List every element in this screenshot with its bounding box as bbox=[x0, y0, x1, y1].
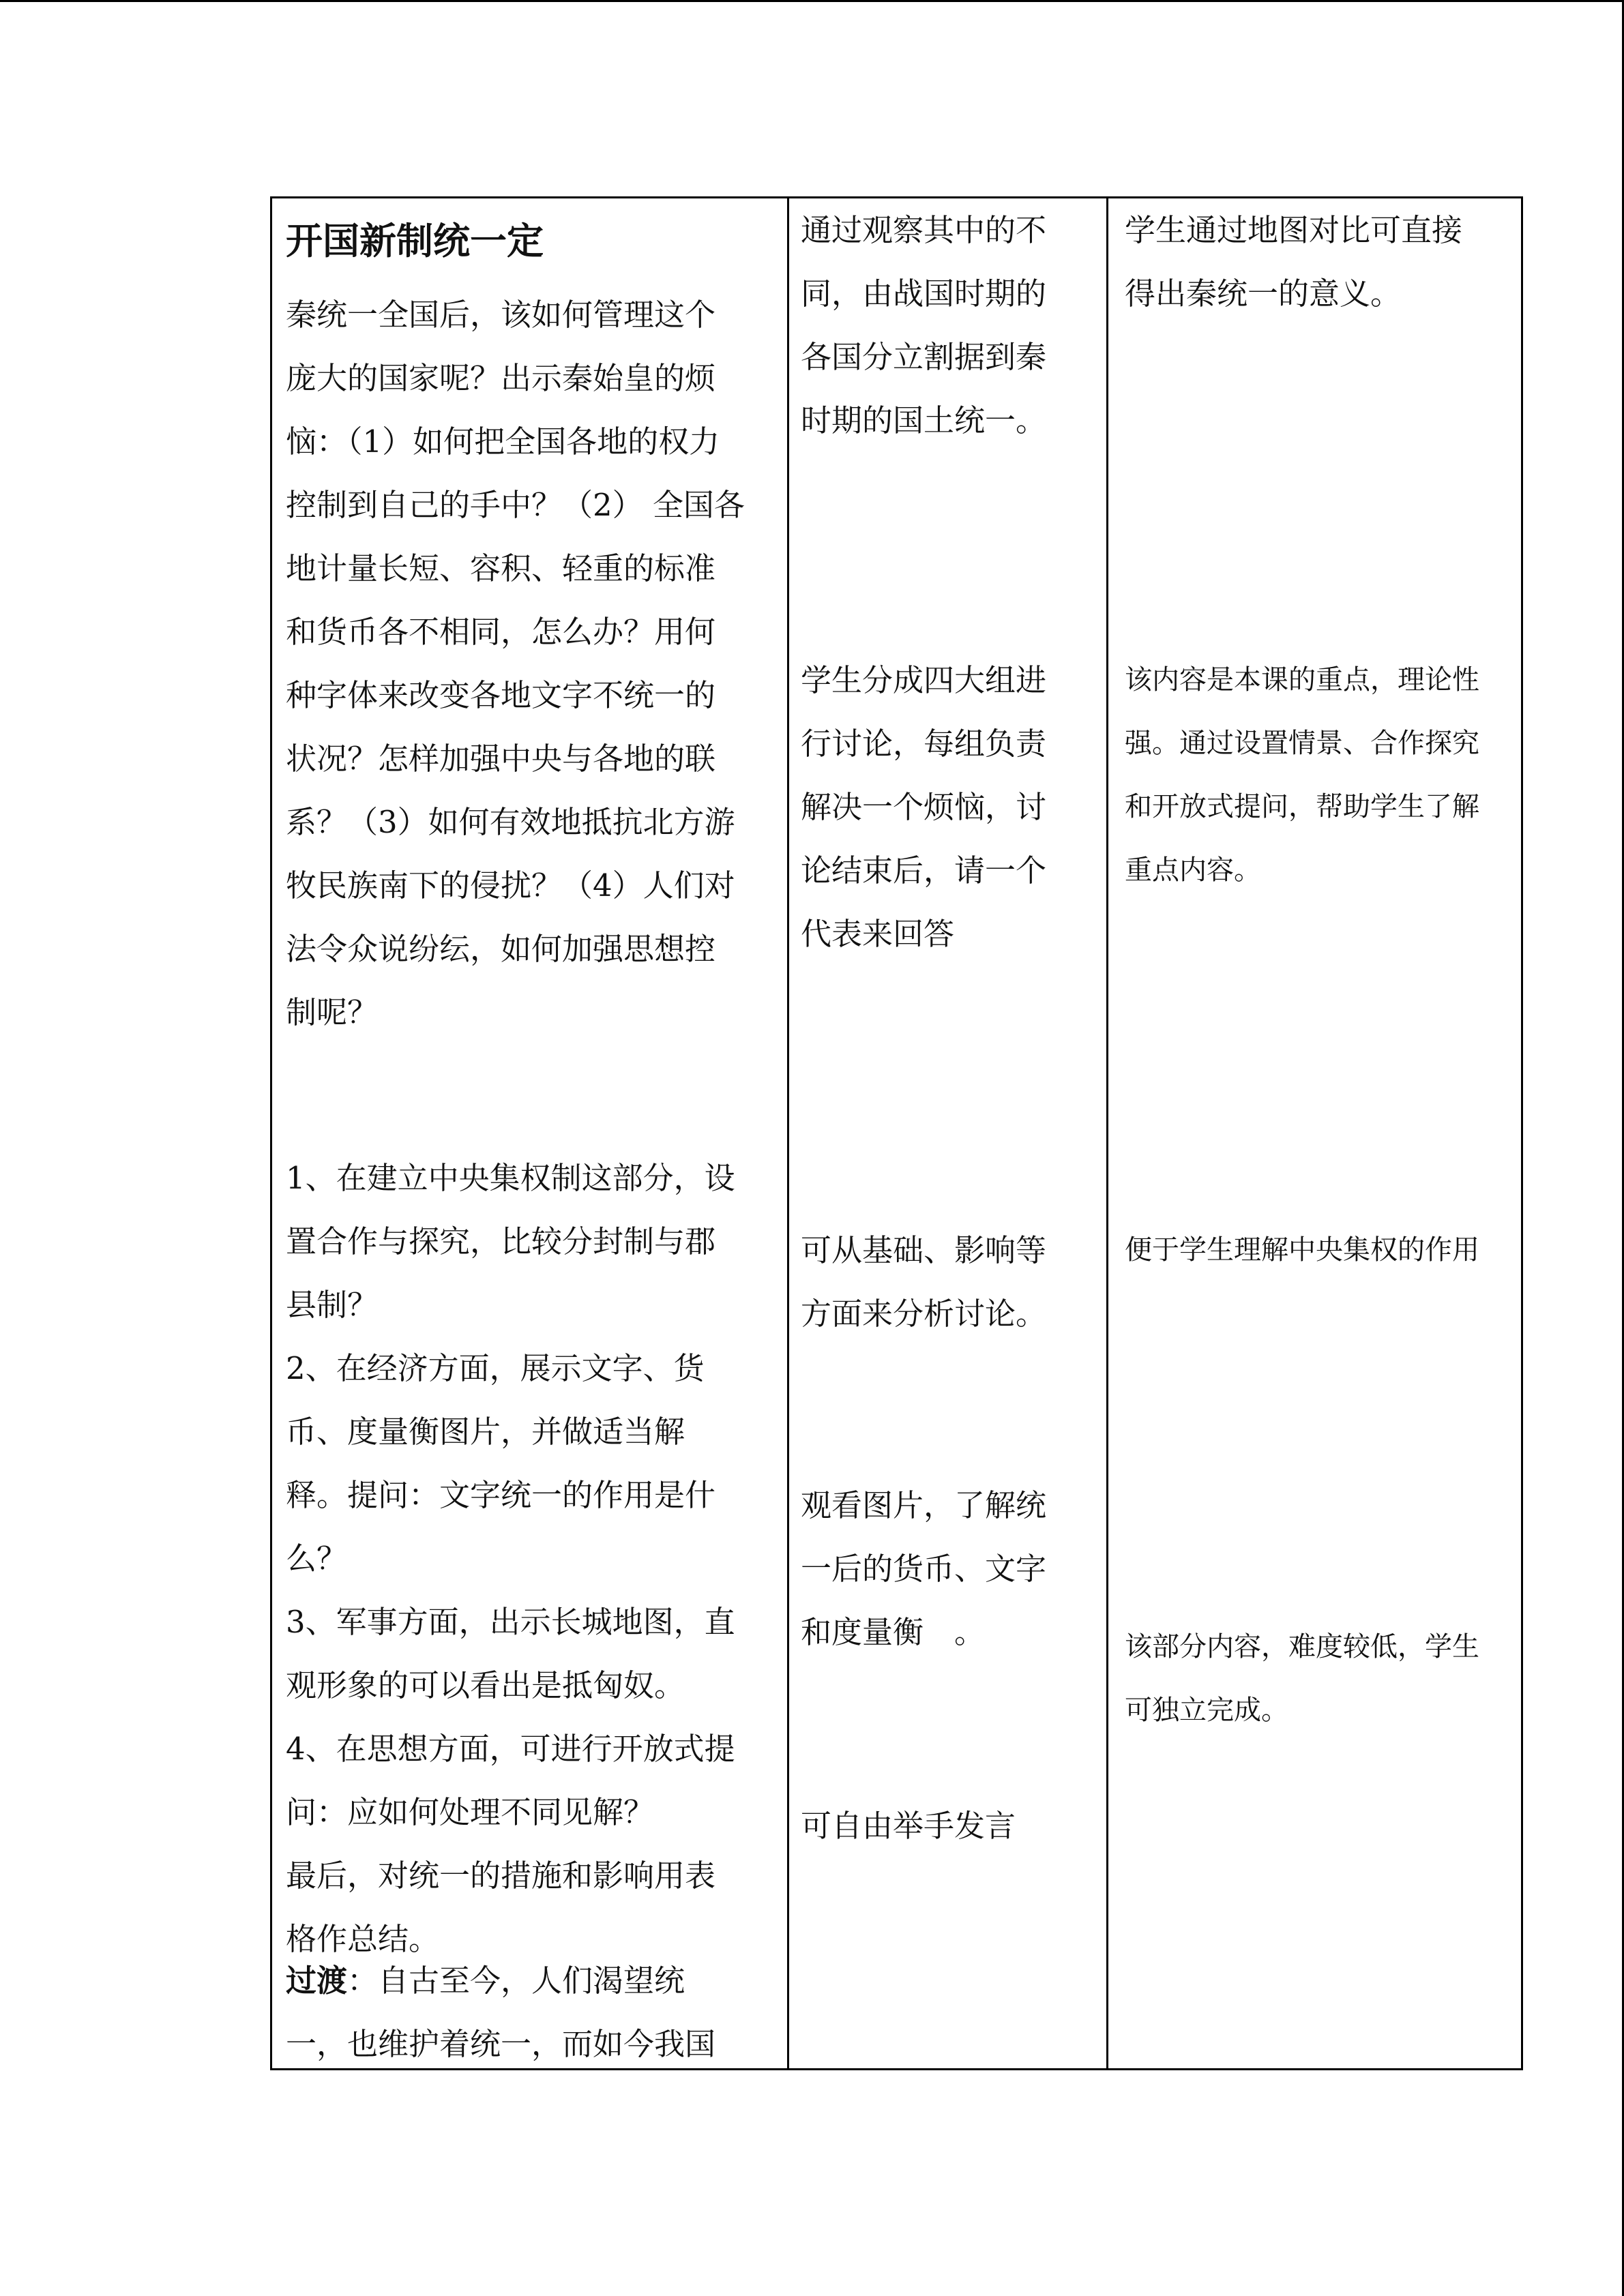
intent-text-3: 便于学生理解中央集权的作用 bbox=[1125, 1234, 1479, 1266]
student-activity-cell bbox=[801, 198, 1087, 2068]
page-top-border bbox=[0, 0, 1624, 2]
intent-text-2: 该内容是本课的重点，理论性 强。通过设置情景、合作探究 和开放式提问，帮助学生了解 重点内容。 bbox=[1125, 664, 1479, 886]
teaching-process-cell bbox=[286, 198, 778, 2068]
activity-text-2: 学生分成四大组进 行讨论，每组负责 解决一个烦恼，讨 论结束后，请一个 代表来回答 bbox=[801, 662, 1047, 952]
activity-text-4: 观看图片，了解统 一后的货币、文字 和度量衡 。 bbox=[801, 1487, 1047, 1650]
activity-text-1: 通过观察其中的不 同，由战国时期的 各国分立割据到秦 时期的国土统一。 bbox=[801, 212, 1047, 438]
transition-text bbox=[286, 1949, 778, 2076]
lesson-plan-table bbox=[270, 196, 1523, 2070]
activity-text-5: 可自由举手发言 bbox=[801, 1808, 1016, 1844]
intro-text: 秦统一全国后，该如何管理这个 庞大的国家呢？出示秦始皇的烦 恼：（1）如何把全国各地的权力 控制到自己的手中？（2） 全国各 地计量长短、容积、轻重的标准 和货币各不相同，怎么办？用何 种字体来改变各地文字不统一的 状况？怎样加强中央与各地的联 系？（3）如何有效地抵抗北方游 牧民族南下的侵扰？（4）人们对 法令众说纷纭，如何加强思想控 制呢？ bbox=[286, 297, 745, 1030]
column-divider-2 bbox=[1106, 198, 1108, 2068]
steps-text: 1、在建立中央集权制这部分，设 置合作与探究，比较分封制与郡 县制？ 2、在经济方面，展示文字、货 币、度量衡图片，并做适当解 释。提问：文字统一的作用是什 么？ 3、军事方面，出示长城地图，直 观形象的可以看出是抵匈奴。 4、在思想方面，可进行开放式提 问：应如何处理不同见解？ 最后，对统一的措施和影响用表 格作总结。 bbox=[286, 1160, 735, 1957]
transition-label: 过渡 bbox=[286, 1963, 348, 1999]
design-intent-cell bbox=[1125, 198, 1520, 2068]
intent-text-4: 该部分内容，难度较低，学生 可独立完成。 bbox=[1125, 1631, 1479, 1726]
transition-body: ：自古至今，人们渴望统 一，也维护着统一，而如今我国 bbox=[286, 1963, 716, 2062]
activity-text-3: 可从基础、影响等 方面来分析讨论。 bbox=[801, 1232, 1047, 1332]
intent-text-1: 学生通过地图对比可直接 得出秦统一的意义。 bbox=[1125, 212, 1463, 312]
section-title: 开国新制统一定 bbox=[286, 219, 544, 263]
column-divider-1 bbox=[787, 198, 789, 2068]
